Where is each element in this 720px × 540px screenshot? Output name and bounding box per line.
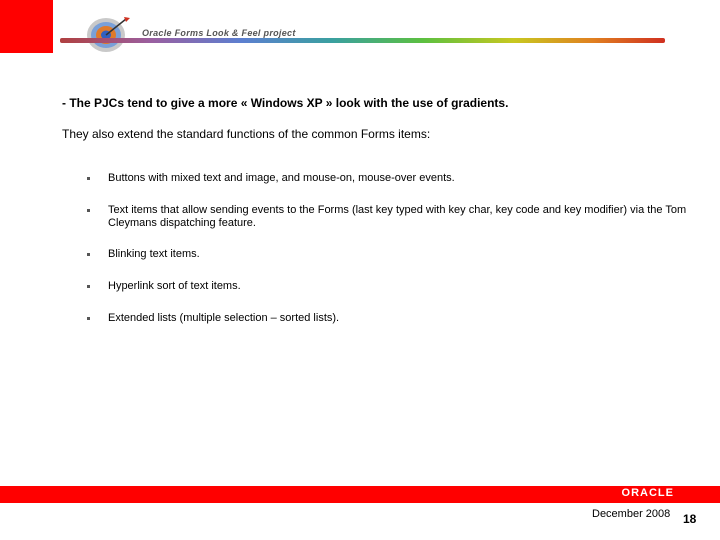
intro-text: They also extend the standard functions of the common Forms items: — [62, 127, 431, 141]
bullet-icon — [87, 177, 90, 180]
list-item — [87, 312, 697, 325]
list-item — [87, 248, 697, 261]
list-item-text: Text items that allow sending events to the Forms (last key typed with key char, key code and key modifier) via the Tom Cleymans dispatching feature. — [108, 204, 687, 229]
bullet-icon — [87, 209, 90, 212]
bullet-icon — [87, 253, 90, 256]
oracle-logo: ORACLE — [621, 487, 674, 499]
bullet-icon — [87, 285, 90, 288]
list-item — [87, 280, 697, 293]
footer-date: December 2008 — [592, 508, 671, 520]
feature-list — [87, 172, 697, 325]
corner-brand-block — [0, 0, 53, 53]
list-item — [87, 204, 697, 230]
banner-gradient-line — [60, 38, 665, 43]
list-item-text: Blinking text items. — [108, 248, 200, 260]
footer-bar — [0, 486, 720, 503]
target-logo-icon — [80, 14, 132, 54]
page-number: 18 — [683, 512, 697, 526]
headline: - The PJCs tend to give a more « Windows XP » look with the use of gradients. — [62, 96, 509, 110]
list-item-text: Buttons with mixed text and image, and mouse-on, mouse-over events. — [108, 172, 455, 184]
list-item-text: Hyperlink sort of text items. — [108, 280, 241, 292]
list-item-text: Extended lists (multiple selection – sorted lists). — [108, 312, 340, 324]
bullet-icon — [87, 317, 90, 320]
list-item — [87, 172, 697, 185]
banner-title: Oracle Forms Look & Feel project — [142, 28, 296, 38]
